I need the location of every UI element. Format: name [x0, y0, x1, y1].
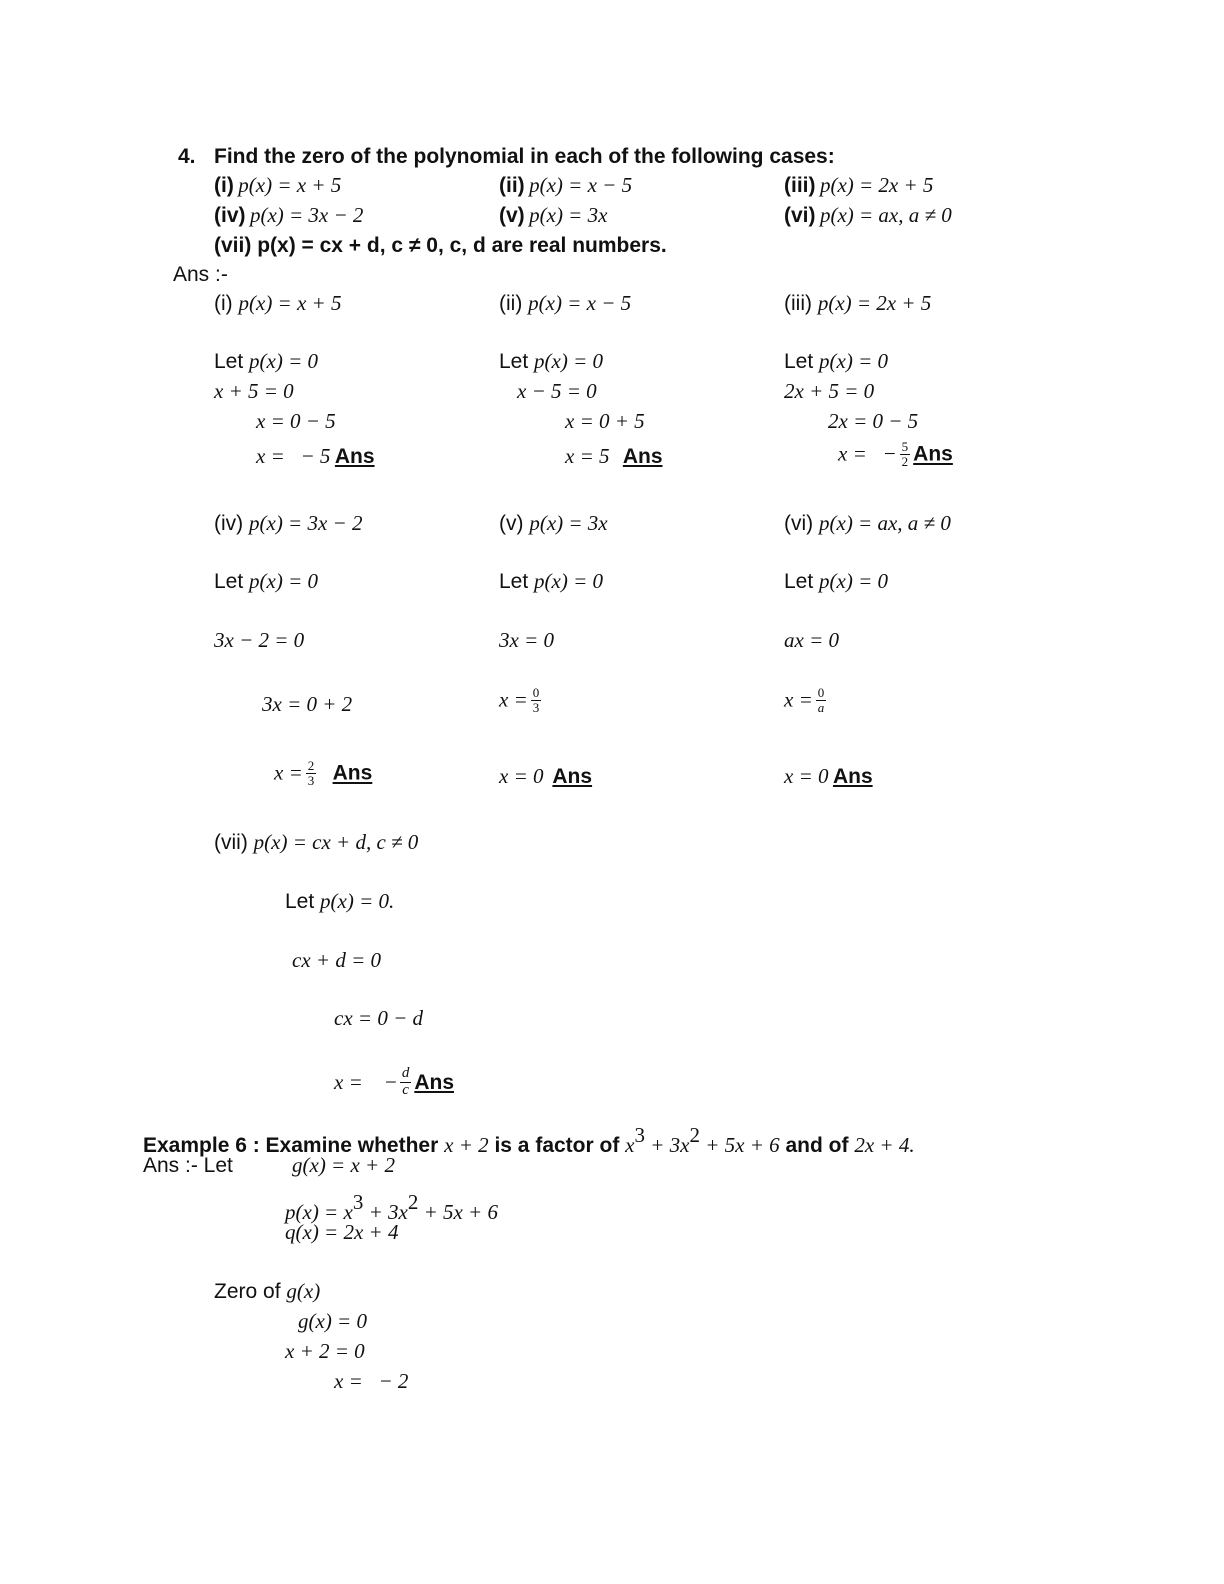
zero-of-g-heading: [214, 1281, 320, 1302]
denominator: a: [817, 699, 825, 715]
numerator: 0: [532, 685, 540, 700]
label: Let: [499, 570, 535, 593]
exponent: 3: [352, 1190, 364, 1214]
case-vi: [784, 205, 952, 226]
expr: + 3x: [363, 1200, 408, 1224]
expr: p(x) = x: [285, 1200, 353, 1224]
solution-ii-let: [499, 351, 603, 372]
expr: p(x) = x − 5: [528, 291, 632, 315]
expr: p(x) = 0.: [320, 889, 395, 913]
case-label: (i): [214, 174, 234, 197]
exponent: 2: [689, 1123, 700, 1147]
solution-i-step2: x = 0 − 5: [256, 409, 336, 433]
solution-v-step1: 3x = 0: [499, 628, 554, 652]
fraction: [816, 686, 827, 714]
label: Let: [784, 350, 820, 373]
expr: + 5x + 6: [699, 1133, 780, 1157]
case-label: (iii): [784, 174, 816, 197]
solution-iii-result: [838, 440, 953, 468]
solution-iv-result: [274, 759, 372, 787]
numerator: d: [401, 1065, 410, 1081]
expr: p(x) = 0: [819, 349, 889, 373]
expr: p(x) = x + 5: [238, 291, 342, 315]
fraction: [306, 759, 317, 787]
label: Example 6 : Examine whether: [143, 1134, 445, 1157]
solution-vi-result: [784, 766, 873, 787]
solution-iii-step2: 2x = 0 − 5: [828, 409, 919, 433]
solution-ii-step1: x − 5 = 0: [517, 379, 597, 403]
denominator: 3: [307, 772, 315, 788]
minus-sign: −: [384, 1069, 397, 1094]
solution-iv-heading: [214, 513, 362, 534]
numerator: 2: [307, 758, 315, 773]
zero-step3: x = − 2: [334, 1369, 409, 1393]
solution-vii-step2: cx = 0 − d: [334, 1006, 423, 1030]
label: (v): [499, 512, 530, 535]
expr: x + 2: [444, 1133, 489, 1157]
example-6-p: [285, 1192, 498, 1223]
ans-marker: Ans: [832, 765, 873, 788]
expr: p(x) = 2x + 5: [817, 291, 932, 315]
label: (ii): [499, 292, 529, 315]
expr: x = 0: [784, 764, 829, 788]
fraction: [900, 440, 911, 468]
solution-i-step1: x + 5 = 0: [214, 379, 294, 403]
example-6-q: q(x) = 2x + 4: [285, 1220, 399, 1244]
label: (vii): [214, 831, 254, 854]
expr: x =: [334, 1069, 363, 1094]
ans-marker: Ans: [622, 445, 663, 468]
solution-v-heading: [499, 513, 608, 534]
case-i: [214, 175, 341, 196]
expr: x = − 5: [256, 444, 331, 468]
solution-vii-heading: [214, 832, 418, 853]
example-6-g: g(x) = x + 2: [292, 1153, 395, 1177]
expr: x = 0: [499, 764, 544, 788]
solution-ii-result: [565, 446, 663, 467]
solution-vi-heading: [784, 513, 951, 534]
label: (iv): [214, 512, 249, 535]
exponent: 2: [407, 1190, 419, 1214]
expr: p(x) = 0: [534, 349, 604, 373]
zero-step1: g(x) = 0: [298, 1309, 367, 1333]
expr: x =: [499, 687, 528, 712]
expr: 2x + 4.: [854, 1133, 915, 1157]
case-expr: p(x) = 3x − 2: [249, 203, 364, 227]
ans-marker: Ans: [414, 1070, 455, 1094]
case-expr: p(x) = 2x + 5: [819, 173, 934, 197]
solution-i-result: [256, 446, 375, 467]
case-v: [499, 205, 607, 226]
solution-vi-let: [784, 571, 888, 592]
label: Let: [285, 890, 321, 913]
expr: + 3x: [644, 1133, 690, 1157]
case-label: (v): [499, 204, 525, 227]
expr: + 5x + 6: [418, 1200, 498, 1224]
expr: x =: [784, 687, 813, 712]
label: (i): [214, 292, 239, 315]
solution-ii-heading: [499, 293, 631, 314]
expr: p(x) = 0: [249, 349, 319, 373]
case-expr: p(x) = x + 5: [238, 173, 342, 197]
ans-marker: Ans: [552, 765, 593, 788]
solution-iii-let: [784, 351, 888, 372]
numerator: 0: [817, 685, 825, 700]
ans-marker: Ans: [913, 442, 953, 466]
label: Let: [214, 350, 250, 373]
question-number: 4.: [178, 145, 196, 168]
expr: x =: [274, 760, 303, 785]
solution-vii-step1: cx + d = 0: [292, 948, 381, 972]
ans-marker: Ans: [332, 761, 373, 785]
solution-i-let: [214, 351, 318, 372]
example-6-heading: [143, 1125, 915, 1156]
solution-v-step2: [499, 686, 544, 714]
zero-step2: x + 2 = 0: [285, 1339, 365, 1363]
solution-iv-let: [214, 571, 318, 592]
expr: p(x) = ax, a ≠ 0: [819, 511, 951, 535]
label: Let: [784, 570, 820, 593]
solution-vi-step1: ax = 0: [784, 628, 839, 652]
solution-vii-let: [285, 891, 394, 912]
fraction: [400, 1066, 412, 1099]
expr: p(x) = 0: [819, 569, 889, 593]
expr: p(x) = 3x: [529, 511, 608, 535]
example-6-ans-label: Ans :- Let: [143, 1154, 233, 1177]
denominator: c: [402, 1081, 409, 1098]
solution-vi-step2: [784, 686, 829, 714]
case-label: (vii): [214, 234, 252, 257]
solution-vii-result: [334, 1066, 454, 1099]
label: Let: [214, 570, 250, 593]
solution-ii-step2: x = 0 + 5: [565, 409, 645, 433]
label: (iii): [784, 292, 818, 315]
expr: p(x) = 0: [534, 569, 604, 593]
expr: p(x) = 3x − 2: [249, 511, 363, 535]
question-title: Find the zero of the polynomial in each of the following cases:: [214, 145, 835, 168]
solution-v-let: [499, 571, 603, 592]
exponent: 3: [634, 1123, 645, 1147]
label: Let: [499, 350, 535, 373]
solution-iv-step2: 3x = 0 + 2: [262, 692, 353, 716]
expr: x = −: [838, 441, 897, 466]
solution-v-result: [499, 766, 592, 787]
text: and of: [779, 1134, 855, 1157]
solution-iv-step1: 3x − 2 = 0: [214, 628, 305, 652]
text: is a factor of: [488, 1134, 626, 1157]
case-expr: p(x) = 3x: [529, 203, 608, 227]
case-label: (vi): [784, 204, 816, 227]
ans-marker: Ans: [334, 445, 375, 468]
case-iii: [784, 175, 933, 196]
case-expr: p(x) = x − 5: [529, 173, 633, 197]
expr: x = 5: [565, 444, 610, 468]
solution-iii-step1: 2x + 5 = 0: [784, 379, 875, 403]
case-expr: p(x) = cx + d, c ≠ 0, c, d are real numbers.: [257, 234, 667, 257]
case-expr: p(x) = ax, a ≠ 0: [819, 203, 952, 227]
solution-i-heading: [214, 293, 341, 314]
case-label: (ii): [499, 174, 525, 197]
expr: g(x): [286, 1279, 321, 1303]
expr: p(x) = 0: [249, 569, 319, 593]
denominator: 2: [901, 453, 909, 469]
numerator: 5: [901, 439, 909, 454]
solution-iii-heading: [784, 293, 931, 314]
answer-label: Ans :-: [173, 263, 228, 286]
fraction: [531, 686, 542, 714]
case-label: (iv): [214, 204, 246, 227]
label: Zero of: [214, 1280, 287, 1303]
case-iv: [214, 205, 363, 226]
expr: p(x) = cx + d, c ≠ 0: [253, 830, 419, 854]
label: (vi): [784, 512, 819, 535]
expr: x: [625, 1133, 635, 1157]
case-ii: [499, 175, 632, 196]
denominator: 3: [532, 699, 540, 715]
case-vii: [214, 235, 667, 256]
